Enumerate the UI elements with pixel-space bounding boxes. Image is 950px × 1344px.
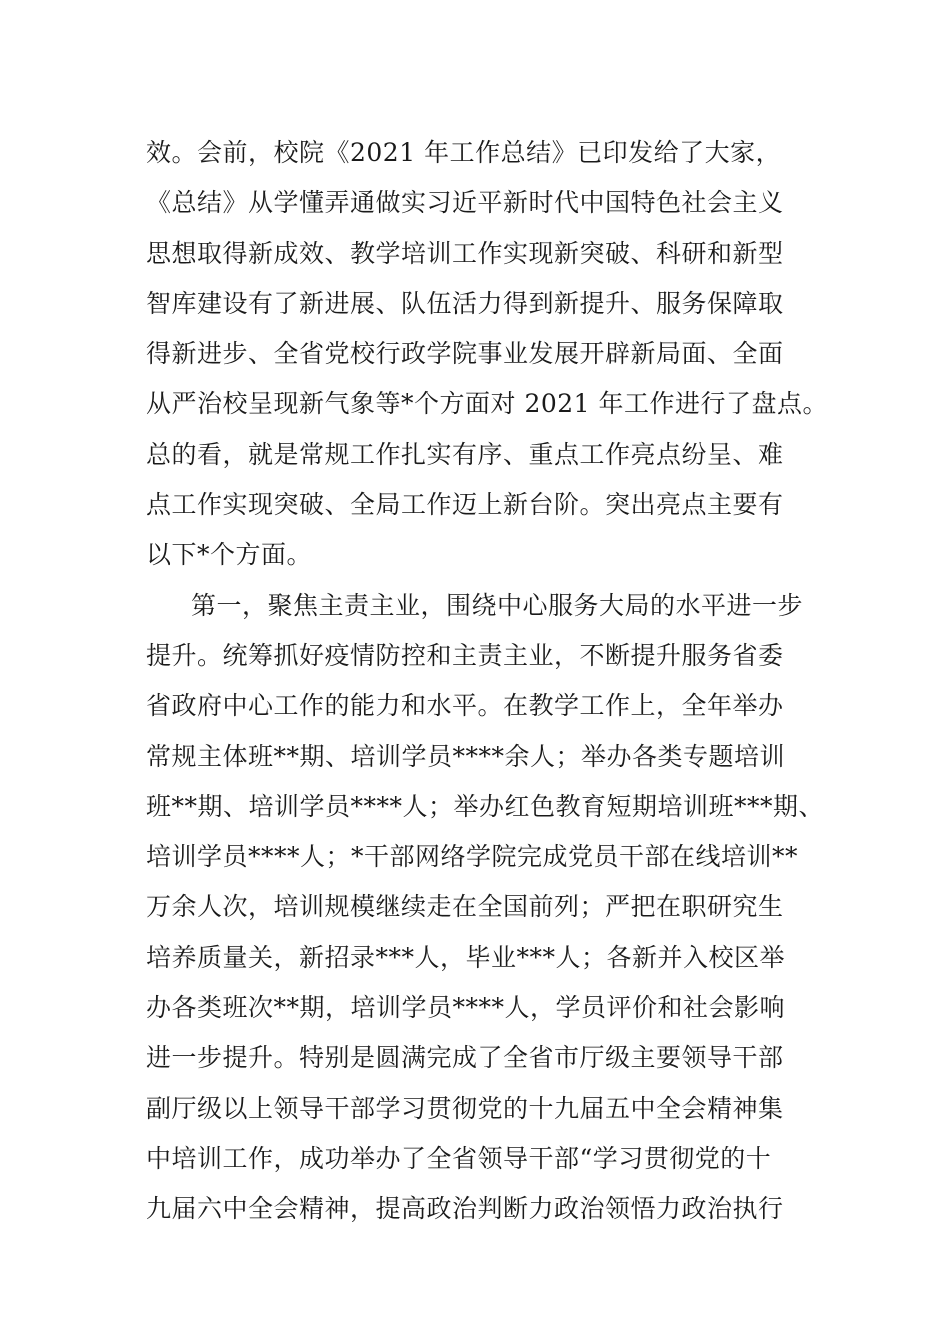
text-line: 省政府中心工作的能力和水平。在教学工作上，全年举办 [146,691,784,721]
text-line: 总的看，就是常规工作扎实有序、重点工作亮点纷呈、难 [146,439,784,469]
text-line: 提升。统筹抓好疫情防控和主责主业，不断提升服务省委 [146,640,784,670]
text-line: 中培训工作，成功举办了全省领导干部“学习贯彻党的十 [146,1143,772,1173]
body-text [146,128,829,1235]
text-line: 得新进步、全省党校行政学院事业发展开辟新局面、全面 [146,339,784,369]
text-line: 点工作实现突破、全局工作迈上新台阶。突出亮点主要有 [146,490,784,520]
text-line: 智库建设有了新进展、队伍活力得到新提升、服务保障取 [146,288,784,318]
paragraph-start-line: 第一，聚焦主责主业，围绕中心服务大局的水平进一步 [191,590,804,620]
text-line: 培养质量关，新招录***人，毕业***人；各新并入校区举 [146,942,786,972]
text-line: 以下*个方面。 [146,540,313,570]
text-line: 从严治校呈现新气象等*个方面对 2021 年工作进行了盘点。 [146,389,829,419]
text-line: 《总结》从学懂弄通做实习近平新时代中国特色社会主义 [146,188,784,218]
text-line: 培训学员****人；*干部网络学院完成党员干部在线培训** [146,842,799,872]
text-line: 副厅级以上领导干部学习贯彻党的十九届五中全会精神集 [146,1093,784,1123]
text-line: 效。会前，校院《2021 年工作总结》已印发给了大家， [146,138,782,167]
text-line: 九届六中全会精神，提高政治判断力政治领悟力政治执行 [146,1194,784,1224]
text-line: 班**期、培训学员****人；举办红色教育短期培训班***期、 [146,791,825,821]
text-line: 办各类班次**期，培训学员****人，学员评价和社会影响 [146,993,786,1023]
text-line: 思想取得新成效、教学培训工作实现新突破、科研和新型 [146,238,784,268]
text-line: 常规主体班**期、培训学员****余人；举办各类专题培训 [146,741,786,771]
text-line: 万余人次，培训规模继续走在全国前列；严把在职研究生 [146,892,784,922]
text-line: 进一步提升。特别是圆满完成了全省市厅级主要领导干部 [146,1043,784,1073]
